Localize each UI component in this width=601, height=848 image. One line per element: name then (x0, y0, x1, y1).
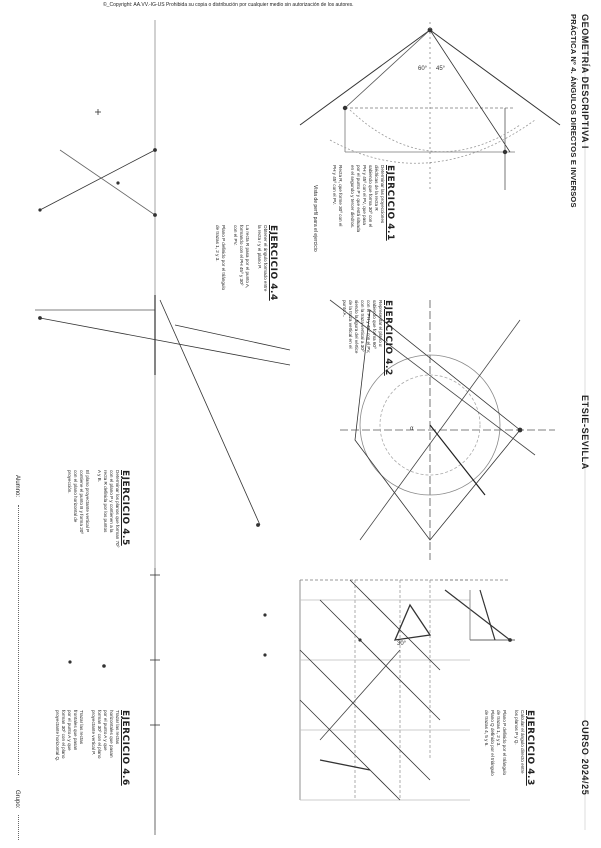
exercise-4-5-title: EJERCICIO 4.5 (120, 470, 130, 546)
angle-label-45: 45° (436, 66, 446, 72)
exercise-4-1-body: Determinar las proyecciones diédricas de la recta R sabiendo que forma 30º con el PH y 45º con el PV, que pasa por el punto P y que está situada en el segundo y tercer diedros. Recta R, que forme 30º con el PH y 45º con el PV. (332, 165, 385, 233)
exercise-4-4-drawing (39, 109, 157, 217)
exercise-4-4-title: EJERCICIO 4.4 (268, 225, 278, 301)
exercise-4-4-body: Obtener el ángulo formado entre la recta r y el plano P. La recta R pasa por el punto A, formando con el PH 45º y 30º con el PV. Plano P definido por el triángulo de trazas 1, 2 y 3. (215, 225, 268, 292)
course-year: CURSO 2024/25 (580, 720, 590, 796)
exercise-4-5-body: Determinar los planos que forman 70º con el plano P y contienen a la recta R definida por los puntos A y B. El plano proyectante vertical P contiene el punto B y forma 20º con el plano horizontal de proyección. (67, 470, 120, 548)
alumno-label: Alumno: (14, 475, 20, 498)
copyright-notice: ©_Copyright: AA.VV.-IG-US Prohibida su copia o distribución por cualquier medio sin autorización de los autores. (103, 2, 354, 8)
exercise-4-2-title: EJERCICIO 4.2 (383, 300, 393, 376)
school-name: ETSIE-SEVILLA (580, 395, 590, 470)
plane-alpha-label: α (410, 426, 414, 432)
practice-title: PRÁCTICA Nº 4. ÁNGULOS DIRECTOS E INVERSOS (569, 14, 578, 208)
angle-label-60: 60° (418, 66, 428, 72)
exercise-4-1-title: EJERCICIO 4.1 (385, 165, 395, 241)
exercise-4-6-drawing (69, 568, 266, 835)
exercise-4-6-title: EJERCICIO 4.6 (120, 710, 130, 786)
exercise-4-2-body: Representar el plano α sabiendo que forma 60º con el PH y 45º con el PV, con la traza vertical a 30º siendo la figura del vértice de la traza vertical en el punto A. (342, 300, 383, 354)
exercise-4-3-title: EJERCICIO 4.3 (525, 710, 535, 786)
grupo-line (18, 815, 20, 840)
exercise-4-1-note: Vista de perfil para el ejercicio (312, 185, 318, 252)
angle-label-30: 30° (397, 641, 407, 647)
exercise-4-6-body: Trazar las rectas horizontales que pasan por el punto A y que forman 30º con el plano proyectante vertical P. Trazar las rectas frontales que pasan por el punto A y que forman 30º con el plano proyectante horizontal Q. (55, 710, 120, 762)
exercise-4-3-body: Calcular el ángulo directo entre los planos P y Q. Plano P definido por el triángulo de trazas 1, 2 y 3. Plano Q definido por el triángulo de trazas 4, 5 y 6. (484, 710, 525, 776)
alumno-line (18, 505, 20, 775)
grupo-label: Grupo: (14, 790, 20, 809)
course-title: GEOMETRÍA DESCRIPTIVA I (580, 14, 590, 149)
